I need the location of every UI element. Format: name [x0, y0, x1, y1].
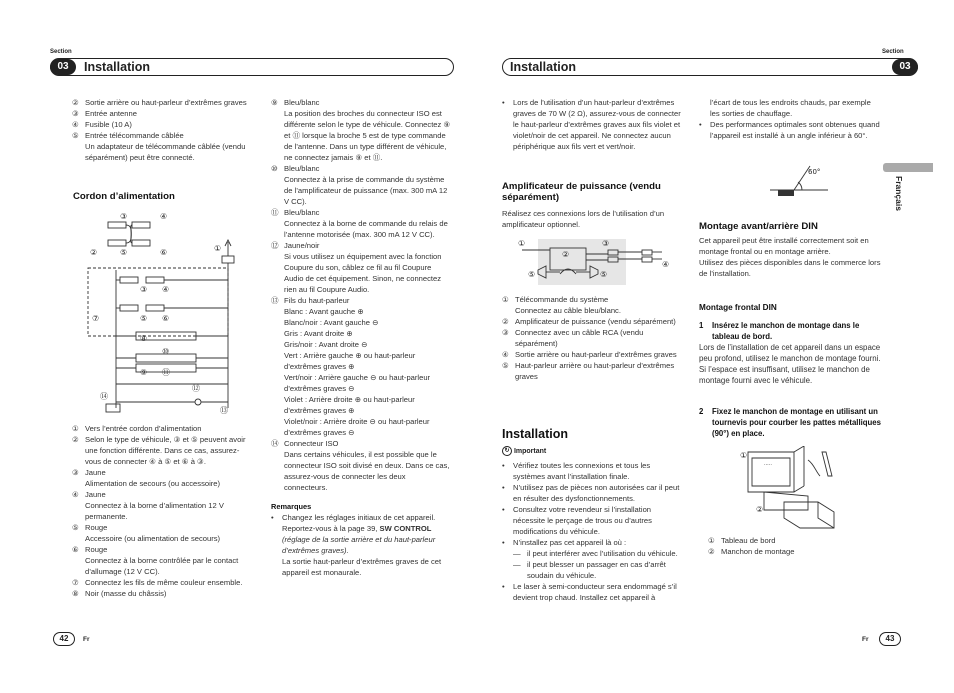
remote-adapter-note: Un adaptateur de télécommande câblée (vendu séparément) peut être connecté.: [85, 142, 246, 162]
mounting-diagram: [738, 446, 848, 530]
ampli-label-4: ④: [662, 260, 670, 269]
list-item: ① Tableau de bord: [708, 536, 776, 545]
list-item: ② Selon le type de véhicule, ③ et ⑤ peuvent avoir une fonction différente. Dans ce cas, assurez-vous de connecter ④ à ⑤ et ⑥ à ③.: [72, 435, 246, 466]
diagram-label-10: ⑩: [162, 347, 170, 356]
ampli-label-5b: ⑤: [600, 270, 608, 279]
list-item: Accessoire (ou alimentation de secours): [85, 534, 221, 543]
section-number-left: 03: [50, 59, 76, 75]
list-item: Blanc : Avant gauche ⊕: [284, 307, 364, 316]
install-bullet: • N’installez pas cet appareil là où :: [502, 538, 627, 547]
cordon-heading: Cordon d’alimentation: [73, 191, 175, 202]
section-label-right: Section: [882, 49, 904, 55]
list-item: Si vous utilisez un équipement avec la fonction Coupure du son, câblez ce fil au fil Coupure Audio de cet équipement. Sinon, ne connectez rien au fil Coupure Audio.: [284, 252, 442, 294]
list-item: ⑤ Rouge: [72, 523, 108, 532]
diagram-label-5a: ⑤: [120, 248, 128, 257]
diagram-label-4b: ④: [162, 285, 170, 294]
remark-1: • Changez les réglages initiaux de cet appareil. Reportez-vous à la page 39, SW CONTROL (réglage de la sortie arrière et du haut-parleur d’extrêmes graves).: [271, 513, 436, 555]
list-item: Gris : Avant droite ⊕: [284, 329, 353, 338]
diagram-label-1: ①: [214, 244, 222, 253]
diagram-label-3b: ③: [140, 285, 148, 294]
list-item: ④ Jaune: [72, 490, 106, 499]
language-tab: [883, 163, 933, 172]
step-2: 2 Fixez le manchon de montage en utilisant un tournevis pour courber les pattes métalliques (90°) en place.: [699, 407, 881, 438]
list-item: ② Sortie arrière ou haut-parleur d’extrêmes graves: [72, 98, 247, 107]
list-item: Gris/noir : Avant droite ⊖: [284, 340, 368, 349]
list-item: Connectez au câble bleu/blanc.: [515, 306, 621, 315]
list-item: Violet/noir : Arrière droite ⊖ ou haut-parleur d’extrêmes graves ⊖: [284, 417, 430, 437]
list-item: ③ Entrée antenne: [72, 109, 137, 118]
mount-label-1: ①: [740, 451, 748, 460]
list-item: Connectez à la prise de commande du système de l’amplificateur de puissance (max. 300 mA 12 V CC).: [284, 175, 448, 206]
ampli-legend-list: [502, 294, 684, 382]
list-item: ⑦ Connectez les fils de même couleur ensemble.: [72, 578, 243, 587]
install-bullets: [502, 460, 684, 603]
list-item: ⑥ Rouge: [72, 545, 108, 554]
diagram-label-2: ②: [90, 248, 98, 257]
diagram-label-8: ⑧: [140, 334, 148, 343]
list-item: Connectez à la borne d’alimentation 12 V permanente.: [85, 501, 224, 521]
diagram-label-6a: ⑥: [160, 248, 168, 257]
right-column-2: [699, 97, 881, 141]
important-icon: ↻: [502, 446, 512, 456]
power-cord-wiring-diagram: [86, 208, 254, 418]
mount-label-2: ②: [756, 505, 764, 514]
mount-legend: [708, 535, 878, 557]
list-item: Connectez à la borne contrôlée par le contact d’allumage (12 V CC).: [85, 556, 239, 576]
list-item: Vert : Arrière gauche ⊕ ou haut-parleur d’extrêmes graves ⊕: [284, 351, 416, 371]
section-label-left: Section: [50, 49, 72, 55]
list-item: ⑨ Bleu/blanc: [271, 98, 320, 107]
remark-1-text: Changez les réglages initiaux de cet appareil. Reportez-vous à la page 39,: [282, 513, 436, 533]
list-item: ① Vers l’entrée cordon d’alimentation: [72, 424, 202, 433]
list-item: ⑤ Entrée télécommande câblée: [72, 131, 184, 140]
list-item: ⑬ Fils du haut-parleur: [271, 296, 350, 305]
amplifier-diagram: [512, 234, 682, 290]
diagram-label-9: ⑨: [140, 368, 148, 377]
step-1: 1 Insérez le manchon de montage dans le tableau de bord. Lors de l’installation de cet appareil dans un espace peu profond, utilisez le manchon de montage fourni. Si l’espace est insuffisant, utilisez le manchon de montage fourni avec le véhicule.: [699, 321, 881, 385]
lang-label-left: Fr: [83, 636, 90, 643]
important-notice: ↻ Important: [502, 446, 546, 456]
left-column-2: [271, 97, 451, 578]
list-item: Alimentation de secours (ou accessoire): [85, 479, 221, 488]
angle-bullet: • Des performances optimales sont obtenues quand l’appareil est installé à un angle inférieur à 60°.: [699, 120, 880, 140]
diagram-label-13: ⑬: [220, 406, 228, 415]
right-column-1: [502, 97, 684, 152]
remark-2: La sortie haut-parleur d’extrêmes graves de cet appareil est monaurale.: [282, 557, 442, 577]
section-header-right: [502, 58, 918, 76]
list-item: ④ Sortie arrière ou haut-parleur d’extrêmes graves: [502, 350, 677, 359]
list-item: Connectez à la borne de commande du relais de l’antenne motorisée (max. 300 mA 12 V CC).: [284, 219, 448, 239]
laser-continued: l’écart de tous les endroits chauds, par exemple les sorties de chauffage.: [710, 98, 871, 118]
din-text: Cet appareil peut être installé correctement soit en montage frontal ou en montage arrière. Utilisez des pièces disponibles dans le commerce lors de l’installation.: [699, 236, 881, 278]
list-item: ③ Jaune: [72, 468, 106, 477]
list-item: ⑧ Noir (masse du châssis): [72, 589, 167, 598]
col1-top-list: [72, 97, 254, 141]
list-item: Vert/noir : Arrière gauche ⊖ ou haut-parleur d’extrêmes graves ⊖: [284, 373, 431, 393]
diagram-label-4a: ④: [160, 212, 168, 221]
laser-bullet: • Le laser à semi-conducteur sera endommagé s’il devient trop chaud. Installez cet appareil à: [502, 582, 677, 602]
list-item: ④ Fusible (10 A): [72, 120, 132, 129]
list-item: Blanc/noir : Avant gauche ⊖: [284, 318, 379, 327]
list-item: ⑤ Haut-parleur arrière ou haut-parleur d’extrêmes graves: [502, 361, 675, 381]
ampli-label-2: ②: [562, 250, 570, 259]
diagram-label-14: ⑭: [100, 392, 108, 401]
cordon-legend-list: [72, 423, 254, 599]
install-bullet: • Consultez votre revendeur si l’installation nécessite le perçage de trous ou d’autres modifications du véhicule.: [502, 505, 652, 536]
diagram-label-7: ⑦: [92, 314, 100, 323]
ampli-label-1: ①: [518, 239, 526, 248]
page-number-left: 42: [53, 632, 75, 646]
installation-heading: Installation: [502, 427, 568, 441]
diagram-label-3a: ③: [120, 212, 128, 221]
diagram-label-6b: ⑥: [162, 314, 170, 323]
section-header-left: [50, 58, 454, 76]
list-item: ② Amplificateur de puissance (vendu séparément): [502, 317, 676, 326]
diagram-label-5b: ⑤: [140, 314, 148, 323]
svg-text:·····: ·····: [764, 462, 772, 468]
ampli-label-5a: ⑤: [528, 270, 536, 279]
subwoofer-bullet: • Lors de l’utilisation d’un haut-parleur d’extrêmes graves de 70 W (2 Ω), assurez-vous de connecter le haut-parleur d’extrêmes graves aux fils violet et violet/noir de cet appareil. Ne connectez aucun périphérique aux fils vert et vert/noir.: [502, 98, 681, 151]
list-item: ③ Connectez avec un câble RCA (vendu séparément): [502, 328, 644, 348]
list-item: ② Manchon de montage: [708, 547, 795, 556]
left-column-1: [72, 97, 254, 163]
list-item: Dans certains véhicules, il est possible que le connecteur ISO soit divisé en deux. Dans ce cas, assurez-vous de connecter les deux connecteurs.: [284, 450, 450, 492]
ampli-intro: Réalisez ces connexions lors de l’utilisation d’un amplificateur optionnel.: [502, 209, 665, 229]
remark-1-bold: SW CONTROL: [379, 524, 432, 533]
list-item: ⑭ Connecteur ISO: [271, 439, 339, 448]
ampli-label-3: ③: [602, 239, 610, 248]
language-tab-label: Français: [894, 176, 904, 211]
remarks-heading: Remarques: [271, 502, 312, 511]
install-bullet: • N’utilisez pas de pièces non autorisées car il peut en résulter des dysfonctionnements.: [502, 483, 680, 503]
list-item: ⑩ Bleu/blanc: [271, 164, 320, 173]
list-item: Violet : Arrière droite ⊕ ou haut-parleur d’extrêmes graves ⊕: [284, 395, 415, 415]
diagram-label-12: ⑫: [192, 384, 200, 393]
diagram-label-11: ⑪: [162, 368, 170, 377]
din-heading: Montage avant/arrière DIN: [699, 221, 818, 232]
angle-diagram: [766, 160, 836, 204]
install-bullet: • Vérifiez toutes les connexions et tous les systèmes avant l’installation finale.: [502, 461, 651, 481]
list-item: ① Télécommande du système: [502, 295, 609, 304]
page-title-right: Installation: [510, 60, 576, 74]
remark-1-italic: (réglage de la sortie arrière et du haut-parleur d’extrêmes graves).: [282, 535, 436, 555]
frontal-heading: Montage frontal DIN: [699, 303, 777, 312]
list-item: ⑪ Bleu/blanc: [271, 208, 320, 217]
list-item: La position des broches du connecteur ISO est différente selon le type de véhicule. Connectez ⑨ et ⑪ lorsque la broche 5 est de type commande de l’antenne. Dans un type différent de véhicule, ne connectez jamais ⑨ et ⑪.: [284, 109, 451, 162]
install-dash-item: — il peut interférer avec l’utilisation du véhicule.: [513, 549, 678, 558]
angle-label: 60°: [808, 168, 821, 176]
install-dash-item: — il peut blesser un passager en cas d’arrêt soudain du véhicule.: [513, 560, 666, 580]
section-number-right: 03: [892, 59, 918, 75]
page-title-left: Installation: [84, 60, 150, 74]
page-number-right: 43: [879, 632, 901, 646]
ampli-heading: Amplificateur de puissance (vendu séparément): [502, 181, 661, 203]
list-item: ⑫ Jaune/noir: [271, 241, 320, 250]
lang-label-right: Fr: [862, 636, 869, 643]
